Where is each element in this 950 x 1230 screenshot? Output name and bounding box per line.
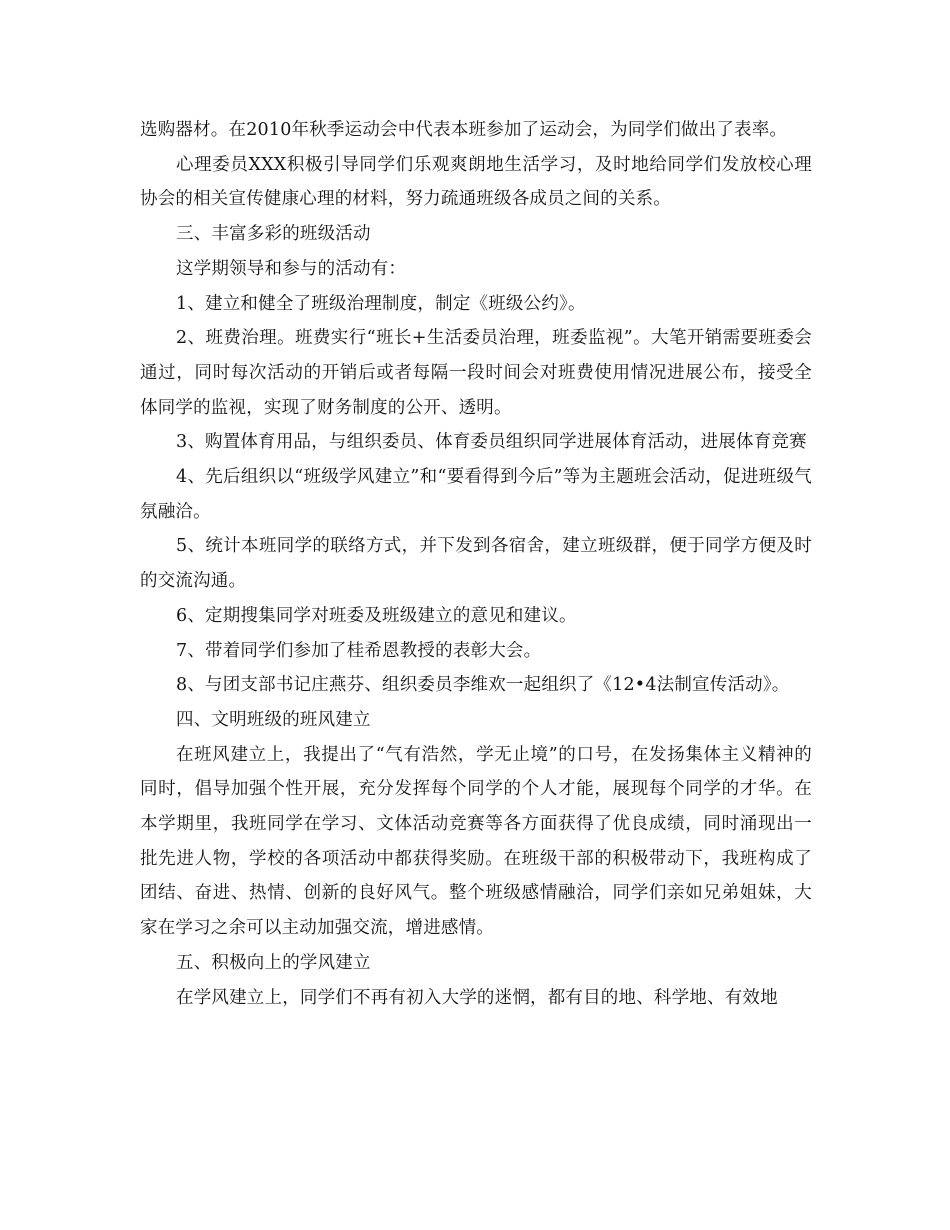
heading-class-culture: 四、文明班级的班风建立 xyxy=(176,709,371,730)
list-item-4: 4、先后组织以“班级学风建立”和“要看得到今后”等为主题班会活动，促进班级气氛融洽。 xyxy=(140,467,812,522)
list-item-5: 5、统计本班同学的联络方式，并下发到各宿舍，建立班级群，便于同学方便及时的交流沟通。 xyxy=(140,536,812,592)
heading-study-culture: 五、积极向上的学风建立 xyxy=(176,952,371,973)
paragraph-psychology-committee: 心理委员XXX积极引导同学们乐观爽朗地生活学习，及时地给同学们发放校心理协会的相关宣传健康心理的材料，努力疏通班级各成员之间的关系。 xyxy=(140,154,812,210)
paragraph-equipment-purchase: 选购器材。在2010年秋季运动会中代表本班参加了运动会，为同学们做出了表率。 xyxy=(140,120,788,140)
paragraph-class-culture: 在班风建立上，我提出了“气有浩然，学无止境”的口号，在发扬集体主义精神的同时，倡导加强个性开展，充分发挥每个同学的个人才能，展现每个同学的才华。在本学期里，我班同学在学习、文体活动竞赛等各方面获得了优良成绩，同时涌现出一批先进人物，学校的各项活动中都获得奖励。在班级干部的积极带动下，我班构成了团结、奋进、热情、创新的良好风气。整个班级感情融洽，同学们亲如兄弟姐妹，大家在学习之余可以主动加强交流，增进感情。 xyxy=(140,744,812,939)
heading-class-activities: 三、丰富多彩的班级活动 xyxy=(176,224,371,245)
document-body xyxy=(140,113,812,1015)
paragraph-study-culture: 在学风建立上，同学们不再有初入大学的迷惘，都有目的地、科学地、有效地 xyxy=(176,987,778,1008)
list-item-6: 6、定期搜集同学对班委及班级建立的意见和建议。 xyxy=(176,605,577,626)
paragraph-activities-intro: 这学期领导和参与的活动有： xyxy=(176,258,407,279)
list-item-3: 3、购置体育用品，与组织委员、体育委员组织同学进展体育活动，进展体育竞赛 xyxy=(176,432,807,453)
list-item-7: 7、带着同学们参加了桂希恩教授的表彰大会。 xyxy=(176,640,542,661)
list-item-8: 8、与团支部书记庄燕芬、组织委员李维欢一起组织了《12•4法制宣传活动》。 xyxy=(176,675,790,696)
list-item-1: 1、建立和健全了班级治理制度，制定《班级公约》。 xyxy=(176,293,586,314)
list-item-2: 2、班费治理。班费实行“班长+生活委员治理，班委监视”。大笔开销需要班委会通过，同时每次活动的开销后或者每隔一段时间会对班费使用情况进展公布，接受全体同学的监视，实现了财务制度的公开、透明。 xyxy=(140,328,812,418)
